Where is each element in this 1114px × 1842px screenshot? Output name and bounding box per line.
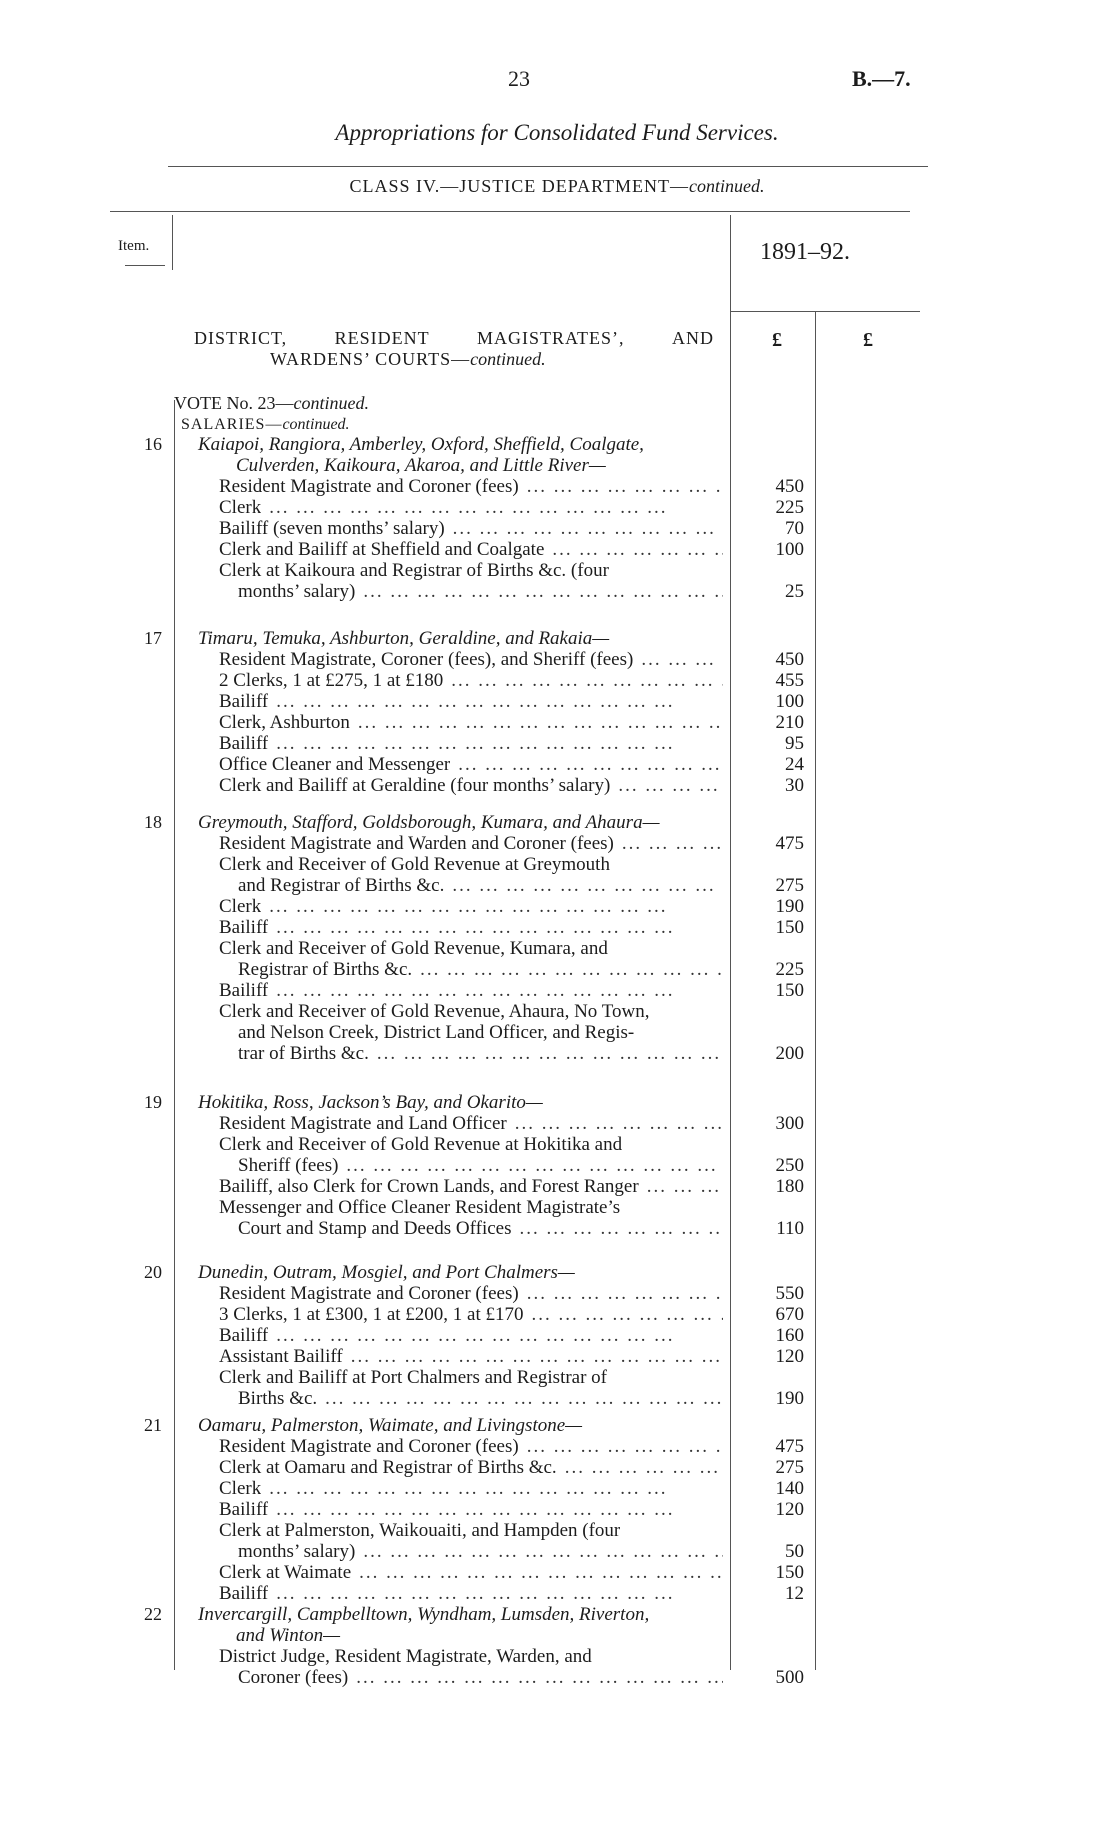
appropriation-entry <box>219 1325 723 1346</box>
dot-leader <box>519 1436 723 1457</box>
item-column-rule <box>172 215 173 270</box>
dot-leader <box>268 1499 723 1520</box>
dot-leader <box>633 649 723 670</box>
dot-leader <box>261 1478 723 1499</box>
dot-leader <box>444 875 723 896</box>
dot-leader <box>649 1001 723 1022</box>
appropriation-entry <box>219 649 723 670</box>
section-word: AND <box>672 328 714 348</box>
entry-amount: 120 <box>775 1346 804 1367</box>
entry-description: Resident Magistrate, Coroner (fees), and Sheriff (fees) <box>219 649 634 670</box>
appropriation-entry <box>238 1043 723 1064</box>
entry-amount: 300 <box>775 1113 804 1134</box>
dot-leader <box>443 670 723 691</box>
group-title: Invercargill, Campbelltown, Wyndham, Lumsden, Riverton, <box>198 1604 650 1625</box>
entry-description: Bailiff (seven months’ salary) <box>219 518 445 539</box>
entry-amount: 250 <box>775 1155 804 1176</box>
item-number: 20 <box>144 1262 162 1282</box>
entry-amount: 210 <box>775 712 804 733</box>
total-column-rule <box>815 312 816 1670</box>
dot-leader <box>268 980 723 1001</box>
dot-leader <box>507 1113 723 1134</box>
appropriation-entry <box>219 1583 723 1604</box>
entry-description: Clerk, Ashburton <box>219 712 350 733</box>
entry-description: Clerk at Kaikoura and Registrar of Births &c. (four <box>219 560 609 581</box>
dot-leader <box>351 1562 723 1583</box>
entry-amount: 200 <box>775 1043 804 1064</box>
dot-leader <box>268 917 723 938</box>
year-column-header: 1891–92. <box>760 239 850 265</box>
dot-leader <box>343 1346 723 1367</box>
dot-leader <box>450 754 723 775</box>
dot-leader <box>639 1176 723 1197</box>
dot-leader <box>355 1541 723 1562</box>
entry-amount: 180 <box>775 1176 804 1197</box>
entry-description: Clerk <box>219 896 262 917</box>
dot-leader <box>519 1283 723 1304</box>
appropriation-entry <box>238 1388 723 1409</box>
dot-leader <box>608 938 723 959</box>
entry-description: Clerk and Receiver of Gold Revenue at Hokitika and <box>219 1134 623 1155</box>
appropriation-entry <box>219 1520 723 1541</box>
dot-leader <box>355 581 723 602</box>
entry-amount: 550 <box>775 1283 804 1304</box>
entry-amount: 24 <box>785 754 804 775</box>
appropriation-entry <box>219 1646 723 1667</box>
appropriation-entry <box>219 670 723 691</box>
appropriation-entry <box>219 691 723 712</box>
entry-amount: 100 <box>775 539 804 560</box>
entry-description: Clerk at Oamaru and Registrar of Births &c. <box>219 1457 557 1478</box>
vote-continued: continued. <box>293 393 369 413</box>
appropriation-entry <box>238 1667 723 1688</box>
entry-description: months’ salary) <box>238 1541 356 1562</box>
dot-leader <box>268 1325 723 1346</box>
dot-leader <box>622 1134 723 1155</box>
item-number: 16 <box>144 434 162 454</box>
appropriation-entry <box>219 1499 723 1520</box>
table-top-rule <box>110 211 910 212</box>
entry-amount: 275 <box>775 1457 804 1478</box>
dot-leader <box>544 539 723 560</box>
entry-description: Clerk and Receiver of Gold Revenue at Greymouth <box>219 854 610 875</box>
entry-amount: 50 <box>785 1541 804 1562</box>
salaries-main: SALARIES— <box>181 416 283 433</box>
entry-description: Clerk and Receiver of Gold Revenue, Kumara, and <box>219 938 608 959</box>
appropriation-entry <box>219 1197 723 1218</box>
appropriation-entry <box>219 712 723 733</box>
entry-amount: 450 <box>775 476 804 497</box>
entry-description: Bailiff, also Clerk for Crown Lands, and Forest Ranger <box>219 1176 639 1197</box>
appropriation-entry <box>219 854 723 875</box>
appropriation-entry <box>219 980 723 1001</box>
dot-leader <box>412 959 723 980</box>
entry-amount: 120 <box>775 1499 804 1520</box>
appropriation-entry <box>219 1457 723 1478</box>
entry-description: Clerk at Palmerston, Waikouaiti, and Hampden (four <box>219 1520 621 1541</box>
entry-description: Clerk <box>219 497 262 518</box>
group-title: Culverden, Kaikoura, Akaroa, and Little River— <box>236 455 606 476</box>
dot-leader <box>620 1520 723 1541</box>
entry-description: Assistant Bailiff <box>219 1346 343 1367</box>
section-word: DISTRICT, <box>194 328 288 348</box>
appropriation-entry <box>219 733 723 754</box>
item-column-rule-lower <box>174 400 175 1670</box>
entry-amount: 190 <box>775 1388 804 1409</box>
dot-leader <box>620 1197 723 1218</box>
appropriation-entry <box>219 1562 723 1583</box>
dot-leader <box>512 1218 723 1239</box>
appropriation-entry <box>219 1176 723 1197</box>
item-underline <box>125 265 165 266</box>
amount-column-rule <box>730 215 731 1670</box>
section-line-2-main: WARDENS’ COURTS— <box>270 349 471 369</box>
salaries-continued: continued. <box>282 416 350 433</box>
entry-description: Office Cleaner and Messenger <box>219 754 451 775</box>
appropriation-entry <box>219 938 723 959</box>
entry-description: Sheriff (fees) <box>238 1155 339 1176</box>
appropriation-entry <box>238 581 723 602</box>
dot-leader <box>268 733 723 754</box>
entry-amount: 670 <box>775 1304 804 1325</box>
entry-description: Resident Magistrate and Coroner (fees) <box>219 1283 519 1304</box>
appropriation-entry <box>219 518 723 539</box>
dot-leader <box>350 712 723 733</box>
dot-leader <box>524 1304 724 1325</box>
entry-amount: 30 <box>785 775 804 796</box>
appropriation-entry <box>219 1346 723 1367</box>
item-number: 19 <box>144 1092 162 1112</box>
entry-description: Bailiff <box>219 917 269 938</box>
entry-description: Resident Magistrate and Coroner (fees) <box>219 476 519 497</box>
dot-leader <box>338 1155 723 1176</box>
entry-description: Coroner (fees) <box>238 1667 349 1688</box>
pound-symbol-total: £ <box>863 329 873 351</box>
appropriation-entry <box>219 1304 723 1325</box>
group-title: Oamaru, Palmerston, Waimate, and Livingstone— <box>198 1415 583 1436</box>
entry-amount: 150 <box>775 980 804 1001</box>
page-number: 23 <box>508 66 530 91</box>
section-line-2-continued: continued. <box>470 349 546 369</box>
entry-description: Registrar of Births &c. <box>238 959 413 980</box>
entry-amount: 225 <box>775 497 804 518</box>
appropriation-entry <box>238 875 723 896</box>
entry-amount: 225 <box>775 959 804 980</box>
appropriation-entry <box>219 1134 723 1155</box>
entry-amount: 12 <box>785 1583 804 1604</box>
group-title: Timaru, Temuka, Ashburton, Geraldine, and Rakaia— <box>198 628 610 649</box>
group-title: and Winton— <box>236 1625 340 1646</box>
entry-amount: 500 <box>775 1667 804 1688</box>
item-column-header: Item. <box>118 238 150 254</box>
entry-amount: 110 <box>776 1218 804 1239</box>
dot-leader <box>592 1646 723 1667</box>
entry-description: Bailiff <box>219 1583 269 1604</box>
appropriation-entry <box>219 1367 723 1388</box>
entry-description: Clerk and Receiver of Gold Revenue, Ahaura, No Town, <box>219 1001 650 1022</box>
appropriation-entry <box>219 1436 723 1457</box>
dot-leader <box>317 1388 723 1409</box>
dot-leader <box>610 854 723 875</box>
appropriation-entry <box>219 476 723 497</box>
entry-amount: 190 <box>775 896 804 917</box>
entry-amount: 150 <box>775 1562 804 1583</box>
entry-description: Court and Stamp and Deeds Offices <box>238 1218 512 1239</box>
appropriation-entry <box>219 1283 723 1304</box>
appropriation-entry <box>219 539 723 560</box>
entry-description: months’ salary) <box>238 581 356 602</box>
appropriation-entry <box>219 560 723 581</box>
dot-leader <box>610 775 723 796</box>
appropriation-entry <box>219 754 723 775</box>
entry-amount: 25 <box>785 581 804 602</box>
entry-amount: 160 <box>775 1325 804 1346</box>
class-heading <box>0 176 1114 197</box>
entry-description: Bailiff <box>219 1325 269 1346</box>
appropriation-entry <box>238 1022 723 1043</box>
appropriation-entry <box>219 833 723 854</box>
entry-description: Messenger and Office Cleaner Resident Magistrate’s <box>219 1197 621 1218</box>
dot-leader <box>519 476 723 497</box>
section-word: RESIDENT <box>334 328 430 348</box>
item-number: 21 <box>144 1415 162 1435</box>
entry-description: 2 Clerks, 1 at £275, 1 at £180 <box>219 670 444 691</box>
entry-amount: 95 <box>785 733 804 754</box>
appropriation-entry <box>238 1155 723 1176</box>
entry-description: and Registrar of Births &c. <box>238 875 445 896</box>
document-reference: B.—7. <box>852 66 911 91</box>
class-heading-main: CLASS IV.—JUSTICE DEPARTMENT— <box>349 176 689 196</box>
group-title: Kaiapoi, Rangiora, Amberley, Oxford, Sheffield, Coalgate, <box>198 434 644 455</box>
entry-description: and Nelson Creek, District Land Officer, and Regis- <box>238 1022 635 1043</box>
dot-leader <box>607 1367 723 1388</box>
dot-leader <box>348 1667 723 1688</box>
vote-main: VOTE No. 23— <box>174 393 294 413</box>
page-title: Appropriations for Consolidated Fund Services. <box>335 120 779 145</box>
entry-description: Resident Magistrate and Coroner (fees) <box>219 1436 519 1457</box>
entry-description: Bailiff <box>219 691 269 712</box>
appropriation-entry <box>219 775 723 796</box>
entry-amount: 100 <box>775 691 804 712</box>
entry-amount: 140 <box>775 1478 804 1499</box>
entry-amount: 475 <box>775 1436 804 1457</box>
entry-description: Bailiff <box>219 1499 269 1520</box>
dot-leader <box>445 518 723 539</box>
dot-leader <box>261 896 723 917</box>
entry-description: Clerk and Bailiff at Geraldine (four months’ salary) <box>219 775 611 796</box>
year-header-rule <box>730 311 920 312</box>
entry-description: Clerk and Bailiff at Port Chalmers and Registrar of <box>219 1367 608 1388</box>
class-heading-continued: continued. <box>688 176 765 196</box>
entry-description: Resident Magistrate and Warden and Coroner (fees) <box>219 833 614 854</box>
item-number: 18 <box>144 812 162 832</box>
appropriation-entry <box>219 1001 723 1022</box>
appropriation-entry <box>219 896 723 917</box>
entry-description: trar of Births &c. <box>238 1043 369 1064</box>
dot-leader <box>557 1457 723 1478</box>
appropriation-entry <box>238 959 723 980</box>
dot-leader <box>268 691 723 712</box>
pound-symbol-amount: £ <box>772 329 782 351</box>
dot-leader <box>609 560 723 581</box>
entry-amount: 70 <box>785 518 804 539</box>
entry-description: Births &c. <box>238 1388 318 1409</box>
entry-amount: 450 <box>775 649 804 670</box>
title-rule <box>168 166 928 167</box>
appropriation-entry <box>219 497 723 518</box>
dot-leader <box>261 497 723 518</box>
section-heading-line-1 <box>194 328 714 349</box>
salaries-heading <box>181 414 350 435</box>
entry-amount: 150 <box>775 917 804 938</box>
appropriation-entry <box>219 1478 723 1499</box>
entry-description: Bailiff <box>219 733 269 754</box>
section-heading-line-2 <box>194 349 714 370</box>
dot-leader <box>268 1583 723 1604</box>
dot-leader <box>634 1022 723 1043</box>
group-title: Dunedin, Outram, Mosgiel, and Port Chalmers— <box>198 1262 575 1283</box>
entry-amount: 475 <box>775 833 804 854</box>
section-heading <box>194 328 714 370</box>
entry-description: Bailiff <box>219 980 269 1001</box>
entry-description: Resident Magistrate and Land Officer <box>219 1113 507 1134</box>
appropriation-entry <box>219 917 723 938</box>
group-title: Greymouth, Stafford, Goldsborough, Kumara, and Ahaura— <box>198 812 660 833</box>
entry-amount: 455 <box>775 670 804 691</box>
entry-description: District Judge, Resident Magistrate, Warden, and <box>219 1646 592 1667</box>
vote-heading <box>174 393 369 414</box>
entry-description: Clerk <box>219 1478 262 1499</box>
entry-amount: 275 <box>775 875 804 896</box>
section-word: MAGISTRATES’, <box>477 328 625 348</box>
item-number: 17 <box>144 628 162 648</box>
entry-description: Clerk at Waimate <box>219 1562 352 1583</box>
dot-leader <box>369 1043 723 1064</box>
item-number: 22 <box>144 1604 162 1624</box>
appropriation-entry <box>238 1218 723 1239</box>
appropriation-entry <box>238 1541 723 1562</box>
appropriation-entry <box>219 1113 723 1134</box>
group-title: Hokitika, Ross, Jackson’s Bay, and Okarito— <box>198 1092 543 1113</box>
entry-description: Clerk and Bailiff at Sheffield and Coalgate <box>219 539 545 560</box>
entry-description: 3 Clerks, 1 at £300, 1 at £200, 1 at £170 <box>219 1304 524 1325</box>
dot-leader <box>614 833 723 854</box>
